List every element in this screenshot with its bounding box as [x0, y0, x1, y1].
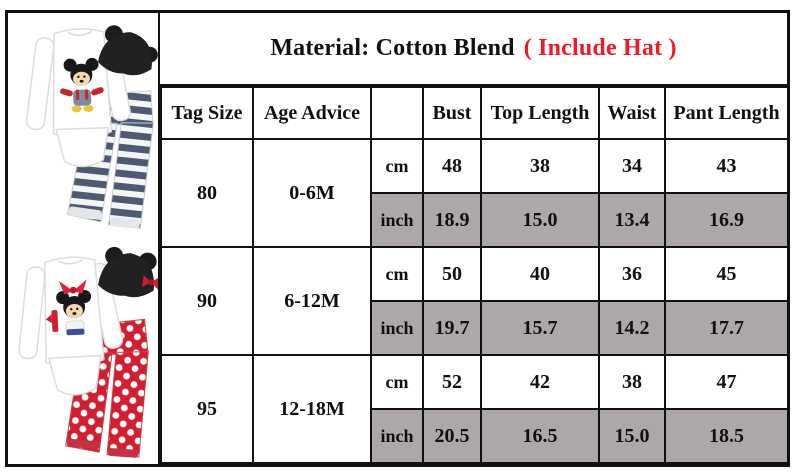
top-length-cell: 40 — [481, 247, 599, 301]
top-length-cell: 42 — [481, 355, 599, 409]
pant-length-cell: 16.9 — [665, 193, 788, 247]
waist-cell: 15.0 — [599, 409, 665, 463]
col-header-waist: Waist — [599, 87, 665, 139]
bust-cell: 18.9 — [423, 193, 481, 247]
waist-cell: 13.4 — [599, 193, 665, 247]
size-table-panel — [160, 13, 787, 464]
unit-cell: inch — [371, 193, 423, 247]
pant-length-cell: 43 — [665, 139, 788, 193]
tag-size-cell: 90 — [161, 247, 253, 355]
table-row — [161, 139, 788, 193]
material-label: Material: Cotton Blend — [270, 35, 515, 61]
pant-length-cell: 17.7 — [665, 301, 788, 355]
col-header-pant-length: Pant Length — [665, 87, 788, 139]
waist-cell: 38 — [599, 355, 665, 409]
pant-length-cell: 47 — [665, 355, 788, 409]
product-photo-minnie-set — [8, 239, 158, 465]
mickey-outfit-illustration — [8, 13, 158, 239]
bust-cell: 50 — [423, 247, 481, 301]
tag-size-cell: 80 — [161, 139, 253, 247]
table-row — [161, 247, 788, 301]
table-row — [161, 355, 788, 409]
age-advice-cell: 12-18M — [253, 355, 371, 463]
bust-cell: 48 — [423, 139, 481, 193]
unit-cell: cm — [371, 247, 423, 301]
age-advice-cell: 6-12M — [253, 247, 371, 355]
product-photo-mickey-set — [8, 13, 158, 239]
top-length-cell: 15.7 — [481, 301, 599, 355]
unit-cell: inch — [371, 301, 423, 355]
col-header-age-advice: Age Advice — [253, 87, 371, 139]
top-length-cell: 16.5 — [481, 409, 599, 463]
age-advice-cell: 0-6M — [253, 139, 371, 247]
waist-cell: 36 — [599, 247, 665, 301]
col-header-tag-size: Tag Size — [161, 87, 253, 139]
col-header-top-length: Top Length — [481, 87, 599, 139]
pant-length-cell: 45 — [665, 247, 788, 301]
bust-cell: 20.5 — [423, 409, 481, 463]
minnie-outfit-illustration — [8, 239, 158, 465]
waist-cell: 14.2 — [599, 301, 665, 355]
unit-cell: inch — [371, 409, 423, 463]
product-photos-panel — [8, 13, 160, 464]
bust-cell: 19.7 — [423, 301, 481, 355]
include-hat-label: ( Include Hat ) — [523, 35, 677, 61]
size-table — [160, 86, 789, 464]
top-length-cell: 38 — [481, 139, 599, 193]
pant-length-cell: 18.5 — [665, 409, 788, 463]
material-header — [160, 13, 787, 86]
column-header-row — [161, 87, 788, 139]
col-header-bust: Bust — [423, 87, 481, 139]
unit-cell: cm — [371, 139, 423, 193]
col-header-unit — [371, 87, 423, 139]
tag-size-cell: 95 — [161, 355, 253, 463]
size-chart-frame — [5, 10, 790, 467]
unit-cell: cm — [371, 355, 423, 409]
waist-cell: 34 — [599, 139, 665, 193]
top-length-cell: 15.0 — [481, 193, 599, 247]
bust-cell: 52 — [423, 355, 481, 409]
